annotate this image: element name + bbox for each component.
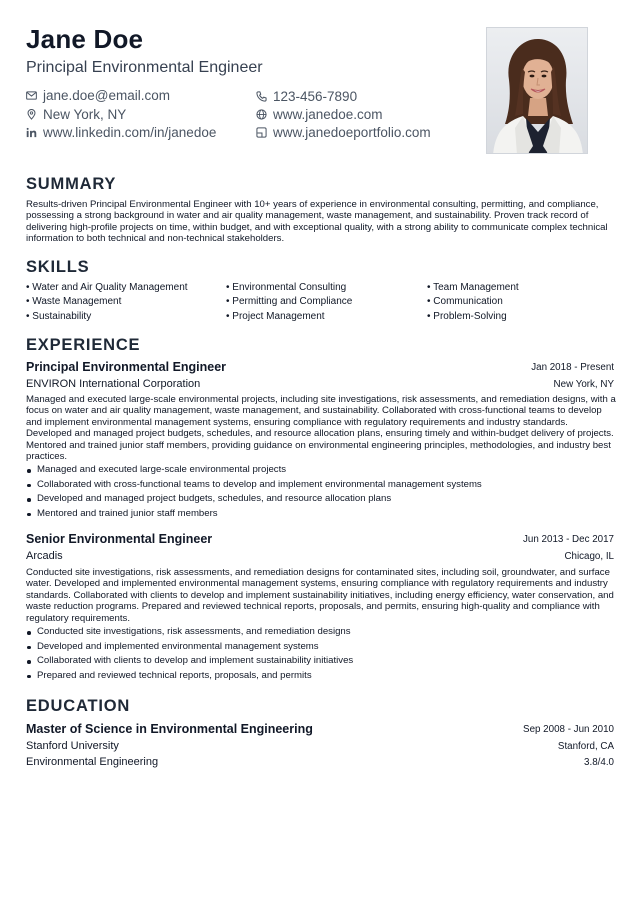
- linkedin-icon: [26, 127, 37, 138]
- skill-item: • Environmental Consulting: [226, 282, 347, 293]
- skills-heading: SKILLS: [26, 258, 90, 276]
- summary-text: Results-driven Principal Environmental Engineer with 10+ years of experience in environmental consulting, permitting, and compliance, possessing a strong background in water and air quality management, waste management, and sustainability. Proven track record of delivering high-profile projects on time, within budget, and with exceptional quality, with a strong ability to communicate complex technical information to both technical and non-technical stakeholders.: [26, 199, 608, 245]
- education-gpa: 3.8/4.0: [584, 757, 614, 768]
- job-location: New York, NY: [553, 379, 614, 390]
- experience-heading: EXPERIENCE: [26, 336, 141, 354]
- skill-item: • Communication: [427, 296, 503, 307]
- job-bullets: [26, 463, 616, 521]
- contact-email-text: jane.doe@email.com: [43, 88, 171, 103]
- contact-linkedin[interactable]: [26, 125, 216, 140]
- contact-phone[interactable]: [256, 89, 357, 104]
- job-location: Chicago, IL: [564, 551, 614, 562]
- job-company: Arcadis: [26, 550, 63, 562]
- skill-label: Permitting and Compliance: [232, 296, 353, 307]
- job-bullets: [26, 625, 616, 683]
- job-company: ENVIRON International Corporation: [26, 378, 201, 390]
- globe-icon: [256, 109, 267, 120]
- education-degree: Master of Science in Environmental Engineering: [26, 722, 313, 736]
- job-bullet: Mentored and trained junior staff members: [26, 507, 616, 522]
- skill-label: Communication: [433, 296, 503, 307]
- job-description: Conducted site investigations, risk assessments, and remediation designs for contaminated sites, including soil, groundwater, and surface water. Developed and implemented environmental management systems, ensuring compliance with regulatory requirements and industry standards. Collaborated with clients to develop and implement sustainability initiatives, including energy efficiency, water conservation, and waste reduction programs. Prepared and reviewed technical reports, proposals, and permits, ensuring high-quality and compliance with regulatory requirements.: [26, 567, 614, 624]
- skill-item: • Waste Management: [26, 296, 122, 307]
- job-description: Managed and executed large-scale environmental projects, including site investigations, risk assessments, and remediation designs, with a focus on water and air quality management, waste management, and sustainability. Collaborated with cross-functional teams to develop and implement environmental management systems, ensuring compliance with regulatory requirements and industry standards. Developed and managed project budgets, schedules, and resource allocation plans, ensuring timely and within-budget delivery of projects. Mentored and trained junior staff members, providing guidance on environmental engineering principles, methodologies, and industry best practices.: [26, 394, 616, 463]
- education-school: Stanford University: [26, 740, 119, 752]
- skill-item: • Sustainability: [26, 311, 92, 322]
- portfolio-icon: [256, 127, 267, 138]
- job-title: Principal Environmental Engineer: [26, 360, 227, 374]
- contact-portfolio[interactable]: [256, 125, 431, 140]
- skill-item: • Problem-Solving: [427, 311, 507, 322]
- job-bullet: Developed and implemented environmental management systems: [26, 640, 616, 655]
- job-bullet: Collaborated with cross-functional teams to develop and implement environmental management systems: [26, 478, 616, 493]
- profile-photo-illustration: [487, 28, 588, 154]
- skill-item: • Permitting and Compliance: [226, 296, 353, 307]
- contact-phone-text: 123-456-7890: [273, 89, 358, 104]
- summary-heading: SUMMARY: [26, 175, 117, 193]
- job-dates: Jan 2018 - Present: [531, 362, 614, 373]
- job-bullet: Prepared and reviewed technical reports, proposals, and permits: [26, 669, 616, 684]
- job-dates: Jun 2013 - Dec 2017: [523, 534, 614, 545]
- skill-item: • Project Management: [226, 311, 325, 322]
- skill-label: Sustainability: [32, 311, 92, 322]
- job-bullet: Developed and managed project budgets, schedules, and resource allocation plans: [26, 492, 616, 507]
- skill-label: Water and Air Quality Management: [32, 282, 188, 293]
- education-heading: EDUCATION: [26, 697, 131, 715]
- skill-label: Waste Management: [32, 296, 122, 307]
- job-bullet: Collaborated with clients to develop and implement sustainability initiatives: [26, 654, 616, 669]
- candidate-name: Jane Doe: [26, 24, 144, 54]
- phone-icon: [256, 91, 267, 102]
- mail-icon: [26, 90, 37, 101]
- education-dates: Sep 2008 - Jun 2010: [523, 724, 614, 735]
- contact-location-text: New York, NY: [43, 107, 127, 122]
- map-pin-icon: [26, 109, 37, 120]
- skill-item: • Water and Air Quality Management: [26, 282, 188, 293]
- contact-website[interactable]: [256, 107, 383, 122]
- job-bullet: Managed and executed large-scale environmental projects: [26, 463, 616, 478]
- contact-email[interactable]: [26, 88, 170, 103]
- job-bullet: Conducted site investigations, risk assessments, and remediation designs: [26, 625, 616, 640]
- contact-website-text: www.janedoe.com: [273, 107, 383, 122]
- profile-photo: [486, 27, 588, 154]
- skill-label: Environmental Consulting: [232, 282, 347, 293]
- skill-label: Problem-Solving: [433, 311, 507, 322]
- skill-label: Team Management: [433, 282, 519, 293]
- contact-portfolio-text: www.janedoeportfolio.com: [273, 125, 431, 140]
- education-location: Stanford, CA: [557, 741, 614, 752]
- skill-item: • Team Management: [427, 282, 519, 293]
- contact-linkedin-text: www.linkedin.com/in/janedoe: [43, 125, 217, 140]
- skill-label: Project Management: [232, 311, 325, 322]
- job-title: Senior Environmental Engineer: [26, 532, 213, 546]
- education-field: Environmental Engineering: [26, 756, 159, 768]
- candidate-title: Principal Environmental Engineer: [26, 59, 263, 76]
- contact-location: [26, 107, 126, 122]
